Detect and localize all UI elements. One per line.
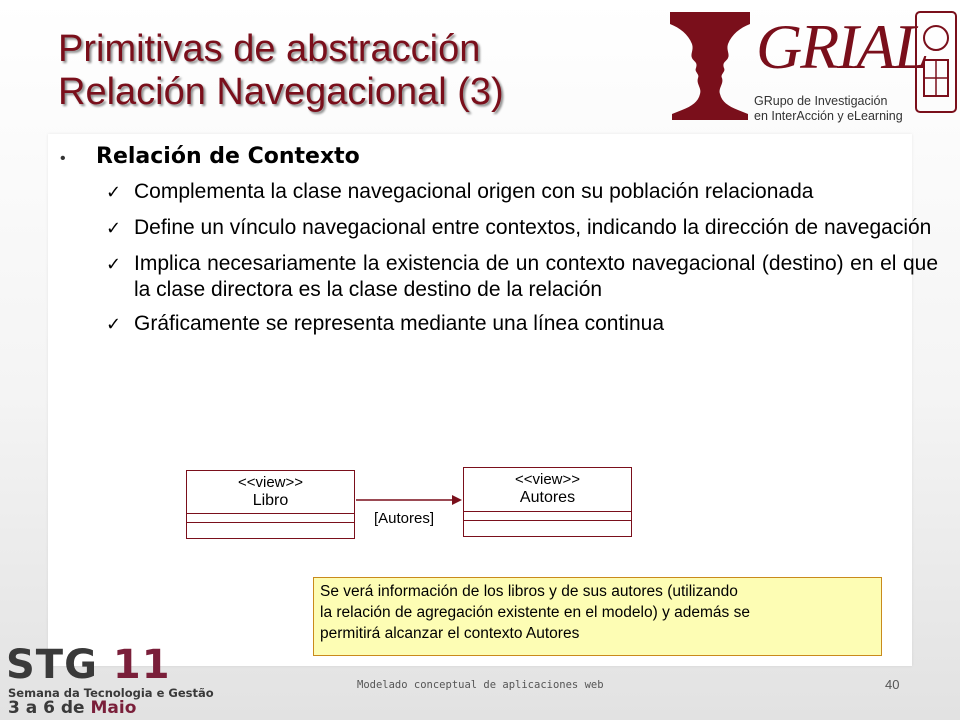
uml-stereotype: <<view>> bbox=[514, 471, 581, 488]
check-item-text: Complementa la clase navegacional origen con su población relacionada bbox=[134, 180, 814, 203]
note-line: Se verá información de los libros y de sus autores (utilizando bbox=[320, 583, 738, 600]
uml-stereotype: <<view>> bbox=[237, 474, 304, 491]
check-item bbox=[106, 179, 938, 207]
page-number: 40 bbox=[885, 677, 900, 692]
stg-acronym: STG bbox=[6, 642, 98, 688]
uml-compartment bbox=[187, 513, 354, 522]
stg-event-logo bbox=[4, 642, 214, 720]
note-line: la relación de agregación existente en el modelo) y además se bbox=[320, 604, 750, 621]
grial-logo-text: GRIAL bbox=[756, 11, 928, 82]
stg-event-name: Semana da Tecnologia e Gestão bbox=[8, 686, 214, 700]
check-item-text: Gráficamente se representa mediante una línea continua bbox=[134, 312, 664, 335]
check-item bbox=[106, 251, 938, 303]
bullet-item bbox=[58, 144, 908, 169]
grial-logo-subtitle bbox=[754, 94, 903, 124]
stg-number: 11 bbox=[112, 642, 171, 688]
uml-compartment bbox=[464, 511, 631, 520]
grial-logo bbox=[668, 6, 960, 124]
slide-title-line-2: Relación Navegacional (3) bbox=[58, 71, 504, 113]
checklist bbox=[106, 179, 938, 339]
checkmark-icon: ✓ bbox=[106, 314, 122, 335]
uml-compartment bbox=[187, 522, 354, 531]
stg-dates-prefix: 3 a 6 de bbox=[8, 698, 91, 718]
uml-class-libro bbox=[186, 470, 355, 539]
check-item bbox=[106, 311, 938, 339]
stg-logo-mark bbox=[6, 642, 171, 688]
checkmark-icon: ✓ bbox=[106, 218, 122, 239]
navigational-link-arrow bbox=[356, 492, 468, 508]
diagram-note bbox=[313, 577, 882, 656]
grial-subtitle-line-1: GRupo de Investigación bbox=[754, 94, 888, 108]
stg-event-dates bbox=[8, 698, 136, 718]
bullet-icon: • bbox=[60, 150, 66, 167]
uml-class-autores bbox=[463, 467, 632, 537]
check-item-text: Define un vínculo navegacional entre contextos, indicando la dirección de navegación bbox=[134, 216, 932, 239]
check-item-text: Implica necesariamente la existencia de un contexto navegacional (destino) en el que la clase directora es la clase destino de la relación bbox=[134, 252, 938, 301]
check-item bbox=[106, 215, 938, 243]
checkmark-icon: ✓ bbox=[106, 254, 122, 275]
slide-content bbox=[58, 144, 938, 347]
footer-text: Modelado conceptual de aplicaciones web bbox=[357, 679, 604, 691]
link-label: [Autores] bbox=[374, 510, 435, 527]
bullet-heading: Relación de Contexto bbox=[96, 144, 360, 169]
university-seal-icon bbox=[912, 8, 960, 118]
uml-class-name: Libro bbox=[252, 492, 289, 509]
faces-vase-icon bbox=[668, 10, 752, 122]
note-line: permitirá alcanzar el contexto Autores bbox=[320, 625, 580, 642]
uml-compartment bbox=[464, 520, 631, 529]
grial-subtitle-line-2: en InterAcción y eLearning bbox=[754, 109, 903, 123]
slide-title bbox=[58, 28, 658, 114]
stg-dates-month: Maio bbox=[90, 698, 137, 718]
checkmark-icon: ✓ bbox=[106, 182, 122, 203]
uml-class-name: Autores bbox=[519, 489, 576, 506]
slide-title-line-1: Primitivas de abstracción bbox=[58, 28, 481, 70]
